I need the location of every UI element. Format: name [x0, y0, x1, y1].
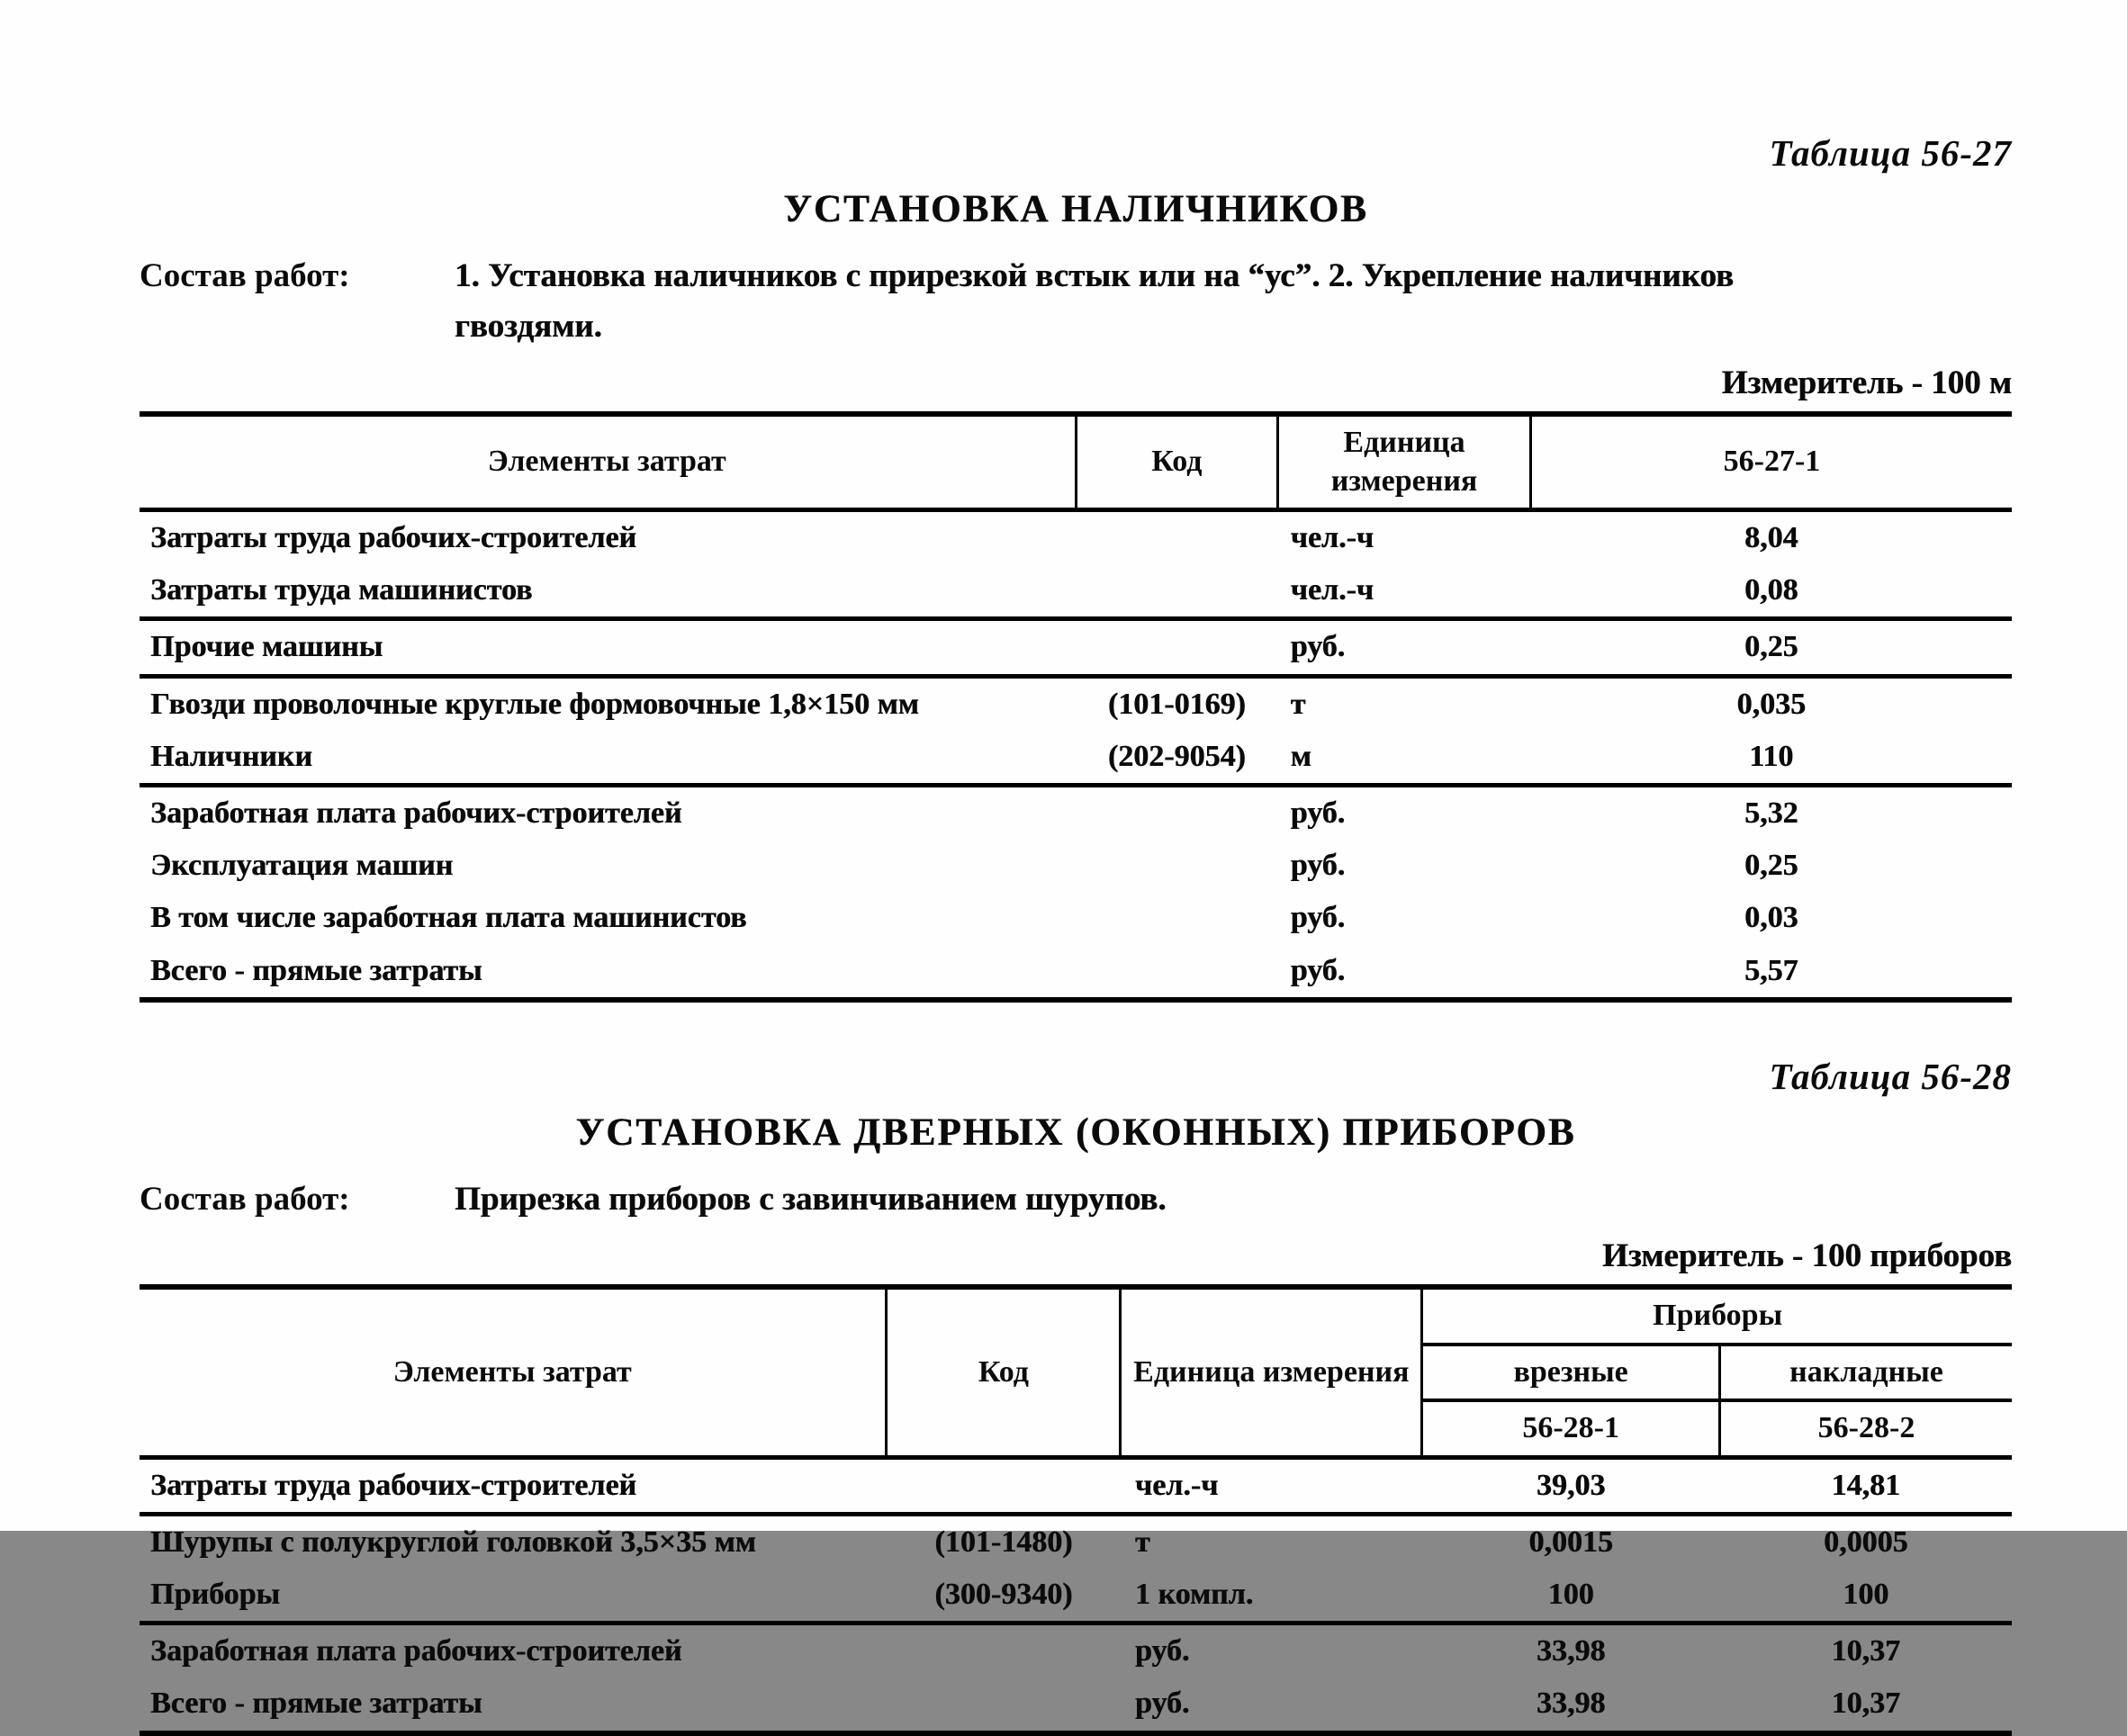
col-header-nakladnye: накладные [1720, 1345, 2013, 1401]
table-cell: чел.-ч [1290, 521, 1374, 554]
workscope-line-1: Прирезка приборов с завинчиванием шурупов. [455, 1180, 1167, 1218]
table-row [140, 564, 2012, 619]
table-cell: 0,08 [1530, 564, 2012, 619]
table-cell: 0,035 [1736, 687, 1806, 721]
table-cell: 5,32 [1744, 796, 1798, 830]
table-cell: руб. [1290, 796, 1346, 830]
cost-table-56-27 [140, 411, 2012, 1003]
table-body [140, 510, 2012, 1000]
workscope-line-2: гвоздями. [455, 307, 602, 345]
table-cell: т [1290, 687, 1306, 721]
table-56-28-label: Таблица 56-28 [1769, 1055, 2012, 1097]
table-cell: 10,37 [1831, 1634, 1900, 1669]
table-56-27-label: Таблица 56-27 [1769, 132, 2012, 174]
table-row [140, 1514, 2012, 1569]
table-cell: Наличники [140, 731, 1076, 786]
measure-unit-note: Измеритель - 100 м [1721, 364, 2012, 401]
table-cell: м [1278, 731, 1531, 786]
table-cell [1076, 945, 1278, 1000]
section-title: УСТАНОВКА ДВЕРНЫХ (ОКОННЫХ) ПРИБОРОВ [575, 1111, 1576, 1154]
table-cell: руб. [1134, 1687, 1190, 1721]
table-row [140, 1624, 2012, 1678]
table-cell: Затраты труда машинистов [140, 564, 1076, 619]
table-cell: руб. [1290, 849, 1346, 883]
table-row [140, 945, 2012, 1000]
table-row [140, 892, 2012, 944]
table-cell: Заработная плата рабочих-строителей [150, 1634, 682, 1669]
section-table-56-28 [140, 1055, 2012, 1736]
table-cell: 39,03 [1422, 1457, 1720, 1514]
table-cell: 100 [1422, 1569, 1720, 1624]
table-cell: 0,03 [1744, 901, 1798, 935]
table-cell: 0,0015 [1528, 1525, 1613, 1559]
col-header-vreznye: врезные [1422, 1345, 1720, 1401]
table-cell: руб. [1278, 619, 1531, 676]
table-cell: Приборы [140, 1569, 887, 1624]
table-row [140, 676, 2012, 731]
col-header-unit: Единица измерения [1278, 414, 1531, 510]
table-cell: чел.-ч [1278, 564, 1531, 619]
col-header-code: Код [1076, 414, 1278, 510]
table-row [140, 840, 2012, 892]
col-group-pribory: Приборы [1422, 1287, 2012, 1345]
table-row [140, 510, 2012, 565]
workscope-text [455, 251, 2012, 351]
table-cell: Эксплуатация машин [150, 849, 454, 883]
table-cell [1076, 892, 1278, 944]
workscope-text [455, 1174, 2012, 1225]
table-row [140, 785, 2012, 840]
table-cell: чел.-ч [1121, 1457, 1422, 1514]
col-header-elements: Элементы затрат [140, 414, 1076, 510]
table-cell: Затраты труда рабочих-строителей [140, 1457, 887, 1514]
col-header-norm-56-28-2: 56-28-2 [1720, 1400, 2013, 1457]
workscope-label: Состав работ: [140, 1180, 350, 1218]
table-row [140, 1678, 2012, 1732]
table-cell: 33,98 [1536, 1634, 1606, 1669]
table-row [140, 1457, 2012, 1514]
table-cell [1076, 564, 1278, 619]
table-cell [1076, 510, 1278, 565]
table-cell: Всего - прямые затраты [150, 1687, 482, 1721]
section-title: УСТАНОВКА НАЛИЧНИКОВ [783, 188, 1368, 230]
table-cell: Прочие машины [140, 619, 1076, 676]
table-cell: Всего - прямые затраты [150, 953, 482, 987]
measure-unit-note: Измеритель - 100 приборов [1601, 1237, 2012, 1275]
table-cell: (101-0169) [1107, 687, 1246, 721]
table-cell [887, 1624, 1121, 1678]
workscope-label: Состав работ: [140, 257, 350, 294]
table-cell: (101-1480) [934, 1525, 1073, 1559]
col-header-norm-56-28-1: 56-28-1 [1422, 1400, 1720, 1457]
table-cell: (202-9054) [1076, 731, 1278, 786]
table-cell: 5,57 [1744, 953, 1798, 987]
table-cell: 8,04 [1744, 521, 1798, 554]
col-header-unit: Единица измерения [1121, 1287, 1422, 1457]
table-cell [887, 1457, 1121, 1514]
table-cell: 100 [1720, 1569, 2013, 1624]
workscope-block [140, 251, 2012, 351]
table-cell: 0,25 [1744, 849, 1798, 883]
table-row [140, 619, 2012, 676]
table-cell [887, 1678, 1121, 1732]
table-cell: Шурупы с полукруглой головкой 3,5×35 мм [150, 1525, 756, 1559]
table-cell: руб. [1134, 1634, 1190, 1669]
table-cell: 1 компл. [1121, 1569, 1422, 1624]
col-header-code: Код [887, 1287, 1121, 1457]
table-cell [1076, 785, 1278, 840]
workscope-line-1: 1. Установка наличников с прирезкой встык или на “ус”. 2. Укрепление наличников [455, 257, 1734, 294]
table-cell: (300-9340) [887, 1569, 1121, 1624]
table-body [140, 1457, 2012, 1732]
table-cell: т [1134, 1525, 1150, 1559]
cost-table-56-28 [140, 1284, 2012, 1735]
table-cell [1076, 840, 1278, 892]
table-row [140, 1569, 2012, 1624]
table-cell [1076, 619, 1278, 676]
table-cell: Заработная плата рабочих-строителей [150, 796, 682, 830]
table-cell: 0,25 [1530, 619, 2012, 676]
table-cell: В том числе заработная плата машинистов [150, 901, 747, 935]
table-cell: руб. [1290, 901, 1346, 935]
table-cell: 110 [1530, 731, 2012, 786]
table-cell: Затраты труда рабочих-строителей [150, 521, 637, 554]
col-header-elements: Элементы затрат [140, 1287, 887, 1457]
table-cell: Гвозди проволочные круглые формовочные 1,8×150 мм [150, 687, 919, 721]
table-cell: 10,37 [1831, 1687, 1900, 1721]
col-header-norm-56-27-1: 56-27-1 [1530, 414, 2012, 510]
table-cell: 33,98 [1536, 1687, 1606, 1721]
table-row [140, 731, 2012, 786]
table-cell: руб. [1290, 953, 1346, 987]
table-cell: 14,81 [1720, 1457, 2013, 1514]
section-table-56-27 [140, 131, 2012, 1003]
workscope-block [140, 1174, 2012, 1225]
table-cell: 0,0005 [1824, 1525, 1908, 1559]
